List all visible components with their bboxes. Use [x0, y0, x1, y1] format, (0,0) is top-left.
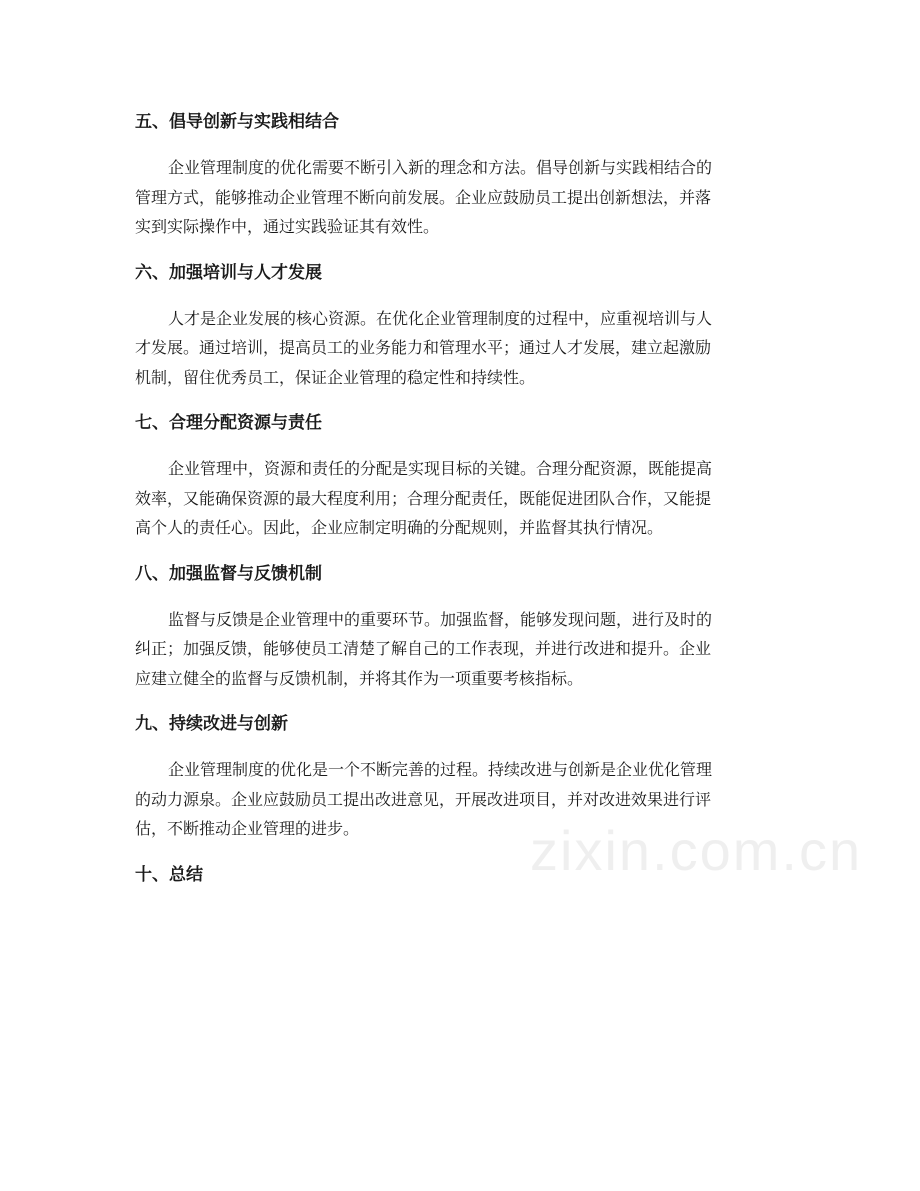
section-heading: 八、加强监督与反馈机制 — [135, 563, 322, 584]
paragraph-line: 实到实际操作中，通过实践验证其有效性。 — [135, 217, 440, 236]
section-paragraph — [135, 454, 785, 543]
section-heading: 九、持续改进与创新 — [135, 714, 288, 734]
paragraph-line: 纠正；加强反馈，能够使员工清楚了解自己的工作表现，并进行改进和提升。企业 — [135, 639, 712, 658]
section-heading: 六、加强培训与人才发展 — [135, 262, 322, 283]
paragraph-line: 才发展。通过培训，提高员工的业务能力和管理水平；通过人才发展，建立起激励 — [135, 338, 712, 357]
section-paragraph — [135, 304, 785, 393]
paragraph-line: 的动力源泉。企业应鼓励员工提出改进意见，开展改进项目，并对改进效果进行评 — [135, 789, 712, 809]
section-heading: 七、合理分配资源与责任 — [135, 413, 322, 433]
section-8 — [135, 556, 785, 694]
section-heading: 五、倡导创新与实践相结合 — [135, 112, 339, 132]
paragraph-line: 人才是企业发展的核心资源。在优化企业管理制度的过程中，应重视培训与人 — [168, 308, 713, 328]
paragraph-line: 估，不断推动企业管理的进步。 — [135, 819, 360, 838]
paragraph-line: 企业管理制度的优化需要不断引入新的理念和方法。倡导创新与实践相结合的 — [168, 158, 713, 177]
document-content — [135, 104, 785, 906]
section-7 — [135, 405, 785, 543]
paragraph-line: 效率，又能确保资源的最大程度利用；合理分配责任，既能促进团队合作，又能提 — [135, 488, 712, 508]
paragraph-line: 监督与反馈是企业管理中的重要环节。加强监督，能够发现问题，进行及时的 — [168, 609, 713, 629]
section-10 — [135, 857, 785, 893]
section-paragraph — [135, 755, 785, 844]
section-6 — [135, 255, 785, 393]
section-paragraph — [135, 153, 785, 242]
section-9 — [135, 706, 785, 844]
section-5 — [135, 104, 785, 242]
paragraph-line: 企业管理制度的优化是一个不断完善的过程。持续改进与创新是企业优化管理 — [168, 760, 713, 779]
paragraph-line: 管理方式，能够推动企业管理不断向前发展。企业应鼓励员工提出创新想法，并落 — [135, 187, 712, 207]
section-heading: 十、总结 — [135, 864, 203, 885]
paragraph-line: 企业管理中，资源和责任的分配是实现目标的关键。合理分配资源，既能提高 — [168, 459, 713, 478]
paragraph-line: 高个人的责任心。因此，企业应制定明确的分配规则，并监督其执行情况。 — [135, 518, 664, 537]
section-paragraph — [135, 605, 785, 694]
paragraph-line: 应建立健全的监督与反馈机制，并将其作为一项重要考核指标。 — [135, 668, 584, 688]
paragraph-line: 机制，留住优秀员工，保证企业管理的稳定性和持续性。 — [135, 367, 536, 387]
watermark: zixin.com.cn — [530, 819, 863, 882]
